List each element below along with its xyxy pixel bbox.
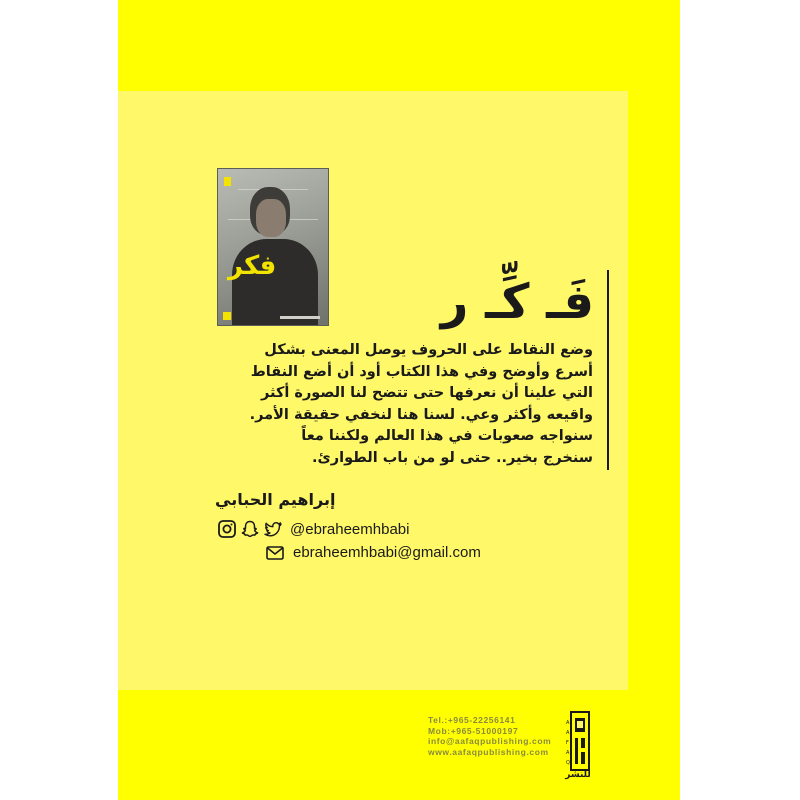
mail-icon: [266, 545, 284, 559]
social-handle: @ebraheemhbabi: [290, 520, 410, 538]
blurb-line: واقيعه وأكثر وعي. لسنا هنا لنخفي حقيقة الأمر.: [249, 406, 593, 423]
snapchat-icon: [240, 519, 260, 539]
contact-email: info@aafaqpublishing.com: [428, 736, 552, 746]
blurb: [215, 340, 593, 469]
svg-text:Q: Q: [566, 760, 570, 766]
blurb-line: التي علينا أن نعرفها حتى تتضح لنا الصورة أكثر: [261, 385, 593, 401]
contact-phone: Tel.:+965-22256141: [428, 715, 516, 725]
instagram-icon: [217, 519, 237, 539]
twitter-icon: [263, 519, 283, 539]
thumbnail-author-line: [280, 316, 320, 319]
author-name: إبراهيم الحبابي: [215, 490, 336, 509]
blurb-line: أسرع وأوضح وفي هذا الكتاب أود أن أضع النقاط: [250, 363, 593, 380]
portrait-face: [256, 199, 286, 237]
publisher-contact: [428, 715, 554, 757]
email-row: [266, 542, 481, 562]
accent-divider: [607, 270, 609, 470]
svg-text:A: A: [566, 720, 570, 726]
svg-text:A: A: [566, 750, 570, 756]
front-cover-thumbnail: [217, 168, 329, 326]
thumbnail-title: فكر: [228, 251, 277, 281]
social-row: [217, 518, 409, 540]
svg-text:F: F: [566, 740, 569, 746]
blurb-line: سنواجه صعوبات في هذا العالم ولكننا معاً: [301, 428, 593, 444]
publisher-logo: [563, 710, 591, 774]
contact-website: www.aafaqpublishing.com: [428, 746, 549, 757]
thumbnail-badge: [224, 177, 231, 186]
contact-mobile: Mob:+965-51000197: [428, 725, 519, 736]
publisher-tagline: للنشر: [565, 770, 591, 780]
email-address: ebraheemhbabi@gmail.com: [293, 543, 481, 561]
svg-text:A: A: [566, 730, 570, 736]
blurb-line: وضع النقاط على الحروف يوصل المعنى بشكل: [264, 342, 593, 358]
book-title: فَـ كِّـ ر: [440, 274, 594, 330]
blurb-line: سنخرج بخير.. حتى لو من باب الطوارئ.: [311, 449, 593, 466]
thumbnail-publisher-logo: [223, 312, 231, 320]
